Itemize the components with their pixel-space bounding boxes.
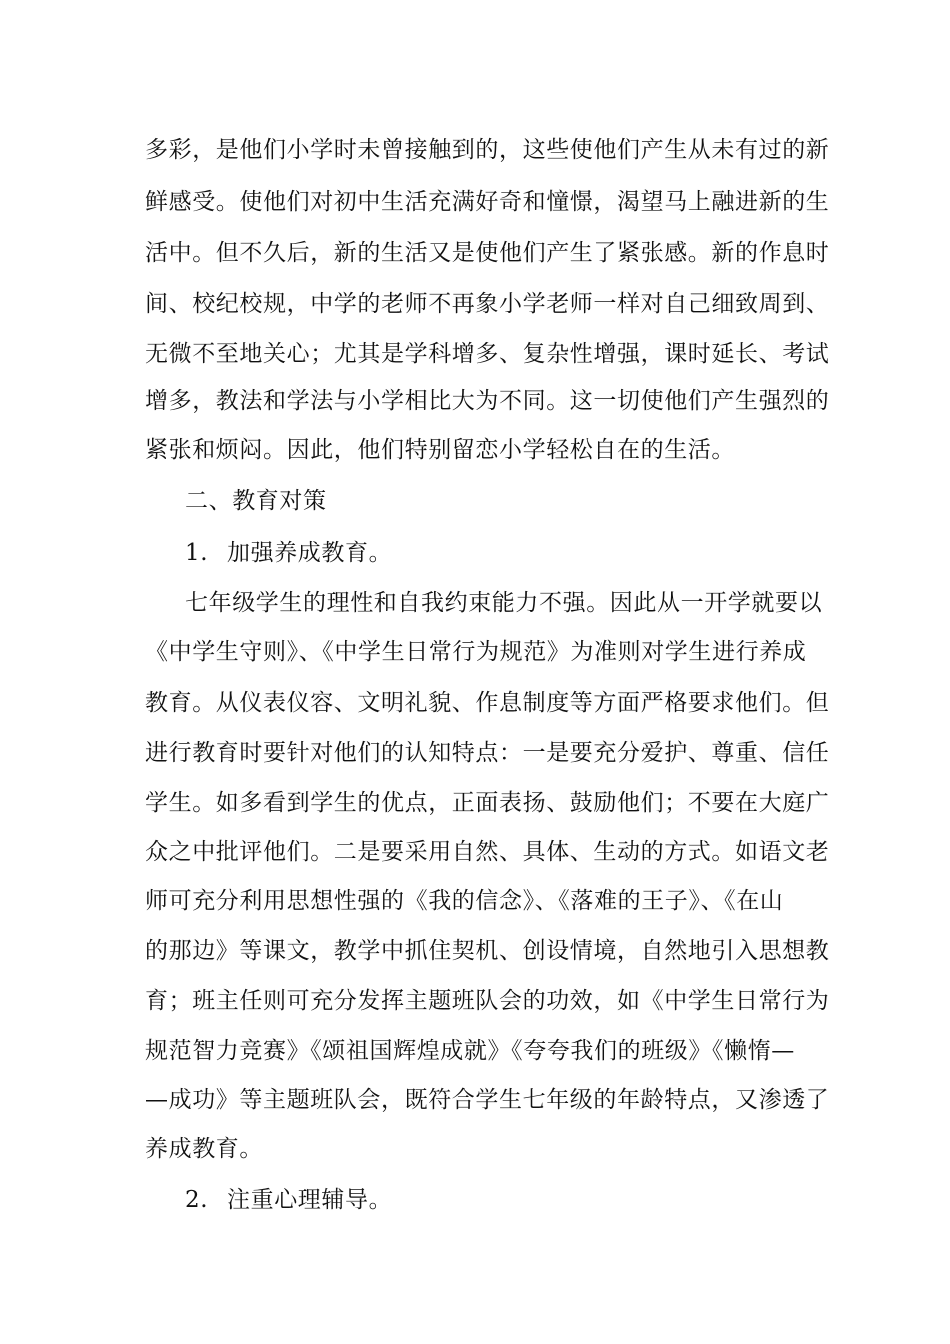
paragraph-line: 的那边》等课文，教学中抓住契机、创设情境，自然地引入思想教 <box>145 938 830 964</box>
paragraph-line: 多彩，是他们小学时未曾接触到的，这些使他们产生从未有过的新 <box>145 137 830 163</box>
paragraph-line: 众之中批评他们。二是要采用自然、具体、生动的方式。如语文老 <box>145 839 830 865</box>
paragraph-line: 七年级学生的理性和自我约束能力不强。因此从一开学就要以 <box>185 590 823 616</box>
list-item-title: 注重心理辅导。 <box>227 1187 393 1213</box>
paragraph-line: 教育。从仪表仪容、文明礼貌、作息制度等方面严格要求他们。但 <box>145 690 830 716</box>
paragraph-line: 进行教育时要针对他们的认知特点：一是要充分爱护、尊重、信任 <box>145 740 830 766</box>
paragraph-line: 增多，教法和学法与小学相比大为不同。这一切使他们产生强烈的 <box>145 388 830 414</box>
paragraph-line: —成功》等主题班队会，既符合学生七年级的年龄特点，又渗透了 <box>145 1087 830 1113</box>
section-heading: 二、教育对策 <box>185 488 327 514</box>
paragraph-line: 师可充分利用思想性强的《我的信念》、《落难的王子》、《在山 <box>145 888 784 914</box>
paragraph-line: 间、校纪校规，中学的老师不再象小学老师一样对自己细致周到、 <box>145 291 830 317</box>
list-item-title: 加强养成教育。 <box>227 540 393 566</box>
paragraph-line: 育；班主任则可充分发挥主题班队会的功效，如《中学生日常行为 <box>145 988 830 1014</box>
paragraph-line: 养成教育。 <box>145 1136 263 1162</box>
paragraph-line: 学生。如多看到学生的优点，正面表扬、鼓励他们；不要在大庭广 <box>145 790 830 816</box>
paragraph-line: 规范智力竞赛》《颂祖国辉煌成就》《夸夸我们的班级》《懒惰— <box>145 1038 795 1064</box>
paragraph-line: 活中。但不久后，新的生活又是使他们产生了紧张感。新的作息时 <box>145 240 830 266</box>
list-item-heading <box>185 538 845 568</box>
paragraph-line: 《中学生守则》、《中学生日常行为规范》为准则对学生进行养成 <box>145 639 807 665</box>
paragraph-line: 鲜感受。使他们对初中生活充满好奇和憧憬，渴望马上融进新的生 <box>145 189 830 215</box>
list-item-heading <box>185 1185 845 1215</box>
paragraph-line: 紧张和烦闷。因此，他们特别留恋小学轻松自在的生活。 <box>145 437 735 463</box>
paragraph-line: 无微不至地关心；尤其是学科增多、复杂性增强，课时延长、考试 <box>145 341 830 367</box>
list-item-number: 2. <box>185 1187 209 1213</box>
list-item-number: 1. <box>185 540 209 566</box>
